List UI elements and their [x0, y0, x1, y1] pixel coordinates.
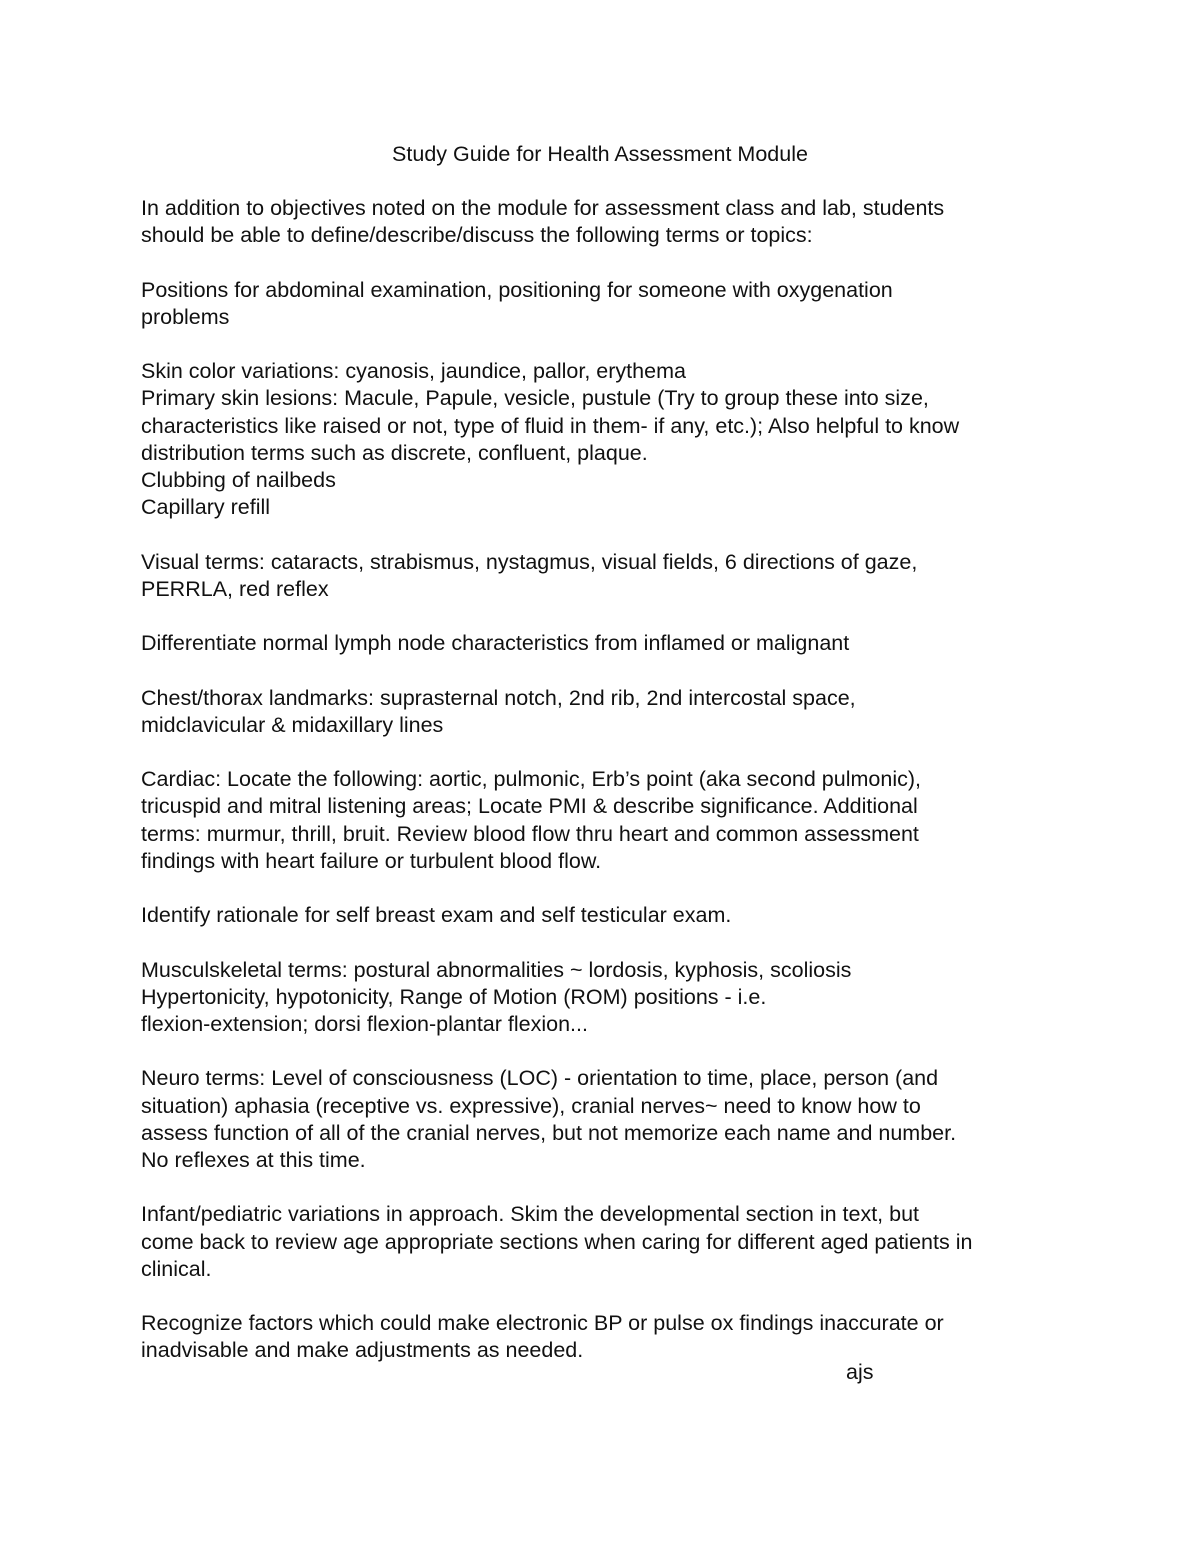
document-body — [141, 195, 1141, 1392]
text-line: Musculskeletal terms: postural abnormalities ~ lordosis, kyphosis, scoliosis — [141, 957, 852, 982]
text-line: No reflexes at this time. — [141, 1147, 366, 1172]
text-line: Neuro terms: Level of consciousness (LOC) - orientation to time, place, person (and — [141, 1066, 939, 1091]
text-line: Infant/pediatric variations in approach. Skim the developmental section in text, but — [141, 1202, 920, 1227]
text-line: assess function of all of the cranial nerves, but not memorize each name and number. — [141, 1120, 957, 1145]
text-line: findings with heart failure or turbulent blood flow. — [141, 848, 602, 873]
text-line: inadvisable and make adjustments as needed. — [141, 1338, 584, 1363]
text-line: come back to review age appropriate sections when caring for different aged patients in — [141, 1229, 973, 1254]
text-line: PERRLA, red reflex — [141, 576, 329, 601]
text-line: Positions for abdominal examination, positioning for someone with oxygenation — [141, 277, 893, 302]
text-line: Identify rationale for self breast exam and self testicular exam. — [141, 903, 732, 928]
author-initials: ajs — [846, 1360, 874, 1384]
text-line: Visual terms: cataracts, strabismus, nystagmus, visual fields, 6 directions of gaze, — [141, 549, 918, 574]
text-line: Cardiac: Locate the following: aortic, pulmonic, Erb’s point (aka second pulmonic), — [141, 767, 921, 792]
text-line: terms: murmur, thrill, bruit. Review blood flow thru heart and common assessment — [141, 821, 919, 846]
document-title: Study Guide for Health Assessment Module — [392, 142, 808, 166]
text-line: should be able to define/describe/discuss the following terms or topics: — [141, 223, 813, 248]
text-line: Differentiate normal lymph node characteristics from inflamed or malignant — [141, 631, 850, 656]
paragraph-positions — [141, 277, 1141, 331]
text-line: clinical. — [141, 1256, 212, 1281]
paragraph-pediatric — [141, 1201, 1141, 1283]
text-line: Capillary refill — [141, 495, 271, 520]
text-line: situation) aphasia (receptive vs. expressive), cranial nerves~ need to know how to — [141, 1093, 921, 1118]
text-line: In addition to objectives noted on the module for assessment class and lab, students — [141, 196, 945, 220]
paragraph-musculoskeletal — [141, 957, 1141, 1039]
text-line: Primary skin lesions: Macule, Papule, vesicle, pustule (Try to group these into size, — [141, 386, 929, 411]
text-line: Clubbing of nailbeds — [141, 468, 336, 492]
paragraph-lymph — [141, 630, 1141, 657]
text-line: tricuspid and mitral listening areas; Locate PMI & describe significance. Additional — [141, 794, 918, 819]
paragraph-visual — [141, 549, 1141, 603]
paragraph-intro — [141, 195, 1141, 249]
text-line: Skin color variations: cyanosis, jaundice, pallor, erythema — [141, 359, 686, 384]
text-line: flexion-extension; dorsi flexion-plantar flexion... — [141, 1011, 588, 1036]
paragraph-chest — [141, 685, 1141, 739]
text-line: distribution terms such as discrete, confluent, plaque. — [141, 440, 648, 465]
paragraph-neuro — [141, 1065, 1141, 1174]
paragraph-skin — [141, 358, 1141, 521]
text-line: Hypertonicity, hypotonicity, Range of Motion (ROM) positions - i.e. — [141, 984, 767, 1009]
text-line: Chest/thorax landmarks: suprasternal notch, 2nd rib, 2nd intercostal space, — [141, 685, 856, 710]
text-line: problems — [141, 304, 230, 329]
paragraph-cardiac — [141, 766, 1141, 875]
paragraph-bp — [141, 1310, 1141, 1364]
text-line: Recognize factors which could make electronic BP or pulse ox findings inaccurate or — [141, 1311, 944, 1336]
text-line: midclavicular & midaxillary lines — [141, 712, 444, 737]
paragraph-breast — [141, 902, 1141, 929]
text-line: characteristics like raised or not, type of fluid in them- if any, etc.); Also helpful to know — [141, 413, 960, 438]
